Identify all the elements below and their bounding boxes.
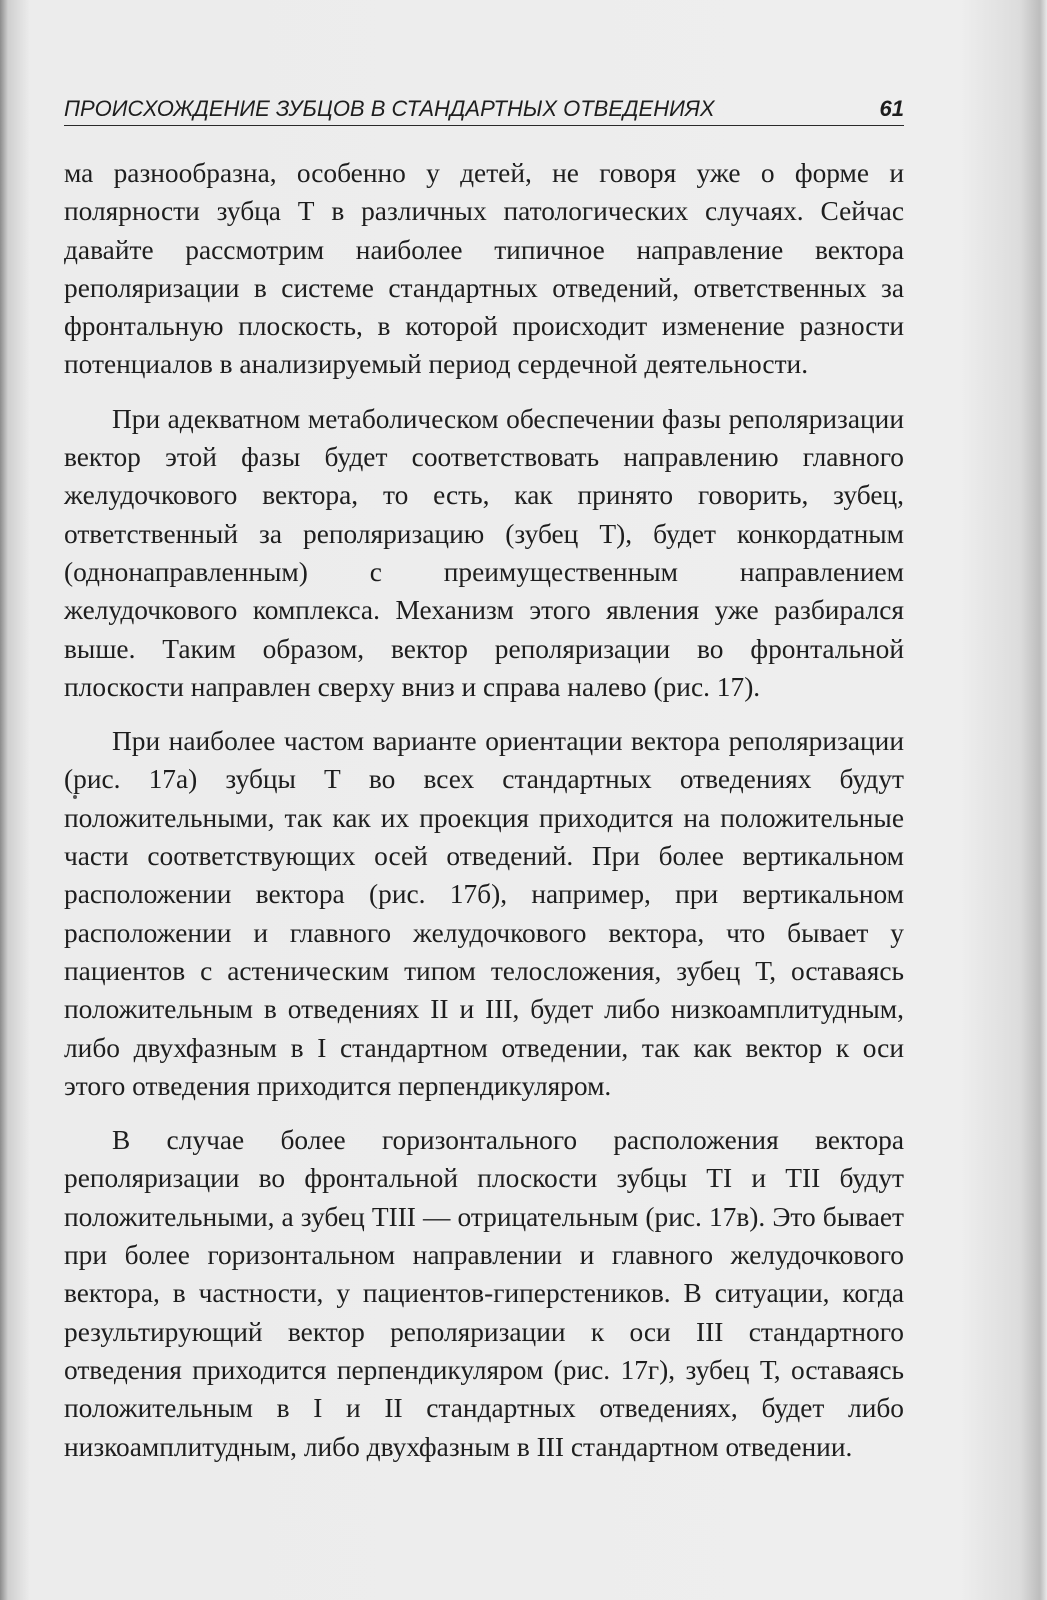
paragraph-2: При адекватном метаболическом обеспечении фазы реполяризации вектор этой фазы будет соответствовать направлению главного желудочкового вектора, то есть, как принято говорить, зубец, ответственный за реполяризацию (зубец Т), будет конкордатным (однонаправленным) с преимущественным направлением желудочкового комплекса. Механизм этого явления уже разбирался выше. Таким образом, вектор реполяризации во фронтальной плоскости направлен сверху вниз и справа налево (рис. 17).: [64, 403, 904, 702]
margin-mark: [73, 795, 77, 799]
paragraph-4: В случае более горизонтального расположения вектора реполяризации во фронтальной плоскости зубцы TI и TII будут положительными, а зубец TIII — отрицательным (рис. 17в). Это бывает при более горизонтальном направлении и главного желудочкового вектора, в частности, у пациентов-гиперстеников. В ситуации, когда результирующий вектор реполяризации к оси III стандартного отведения приходится перпендикуляром (рис. 17г), зубец Т, оставаясь положительным в I и II стандартных отведениях, будет либо низкоамплитудным, либо двухфазным в III стандартном отведении.: [64, 1125, 904, 1462]
running-title: ПРОИСХОЖДЕНИЕ ЗУБЦОВ В СТАНДАРТНЫХ ОТВЕДЕНИЯХ: [64, 96, 715, 121]
page-number: 61: [879, 96, 904, 121]
book-page: [64, 96, 904, 1482]
paragraph-1: ма разнообразна, особенно у детей, не говоря уже о форме и полярности зубца Т в различных патологических случаях. Сейчас давайте рассмотрим наиболее типичное направление вектора реполяризации в системе стандартных отведений, ответственных за фронтальную плоскость, в которой происходит изменение разности потенциалов в анализируемый период сердечной деятельности.: [64, 158, 904, 380]
page-header: [64, 96, 904, 126]
paragraph-3: При наиболее частом варианте ориентации вектора реполяризации (рис. 17а) зубцы Т во всех стандартных отведениях будут положительными, так как их проекция приходится на положительные части соответствующих осей отведений. При более вертикальном расположении вектора (рис. 17б), например, при вертикальном расположении и главного желудочкового вектора, что бывает у пациентов с астеническим типом телосложения, зубец Т, оставаясь положительным в отведениях II и III, будет либо низкоамплитудным, либо двухфазным в I стандартном отведении, так как вектор к оси этого отведения приходится перпендикуляром.: [64, 726, 904, 1101]
